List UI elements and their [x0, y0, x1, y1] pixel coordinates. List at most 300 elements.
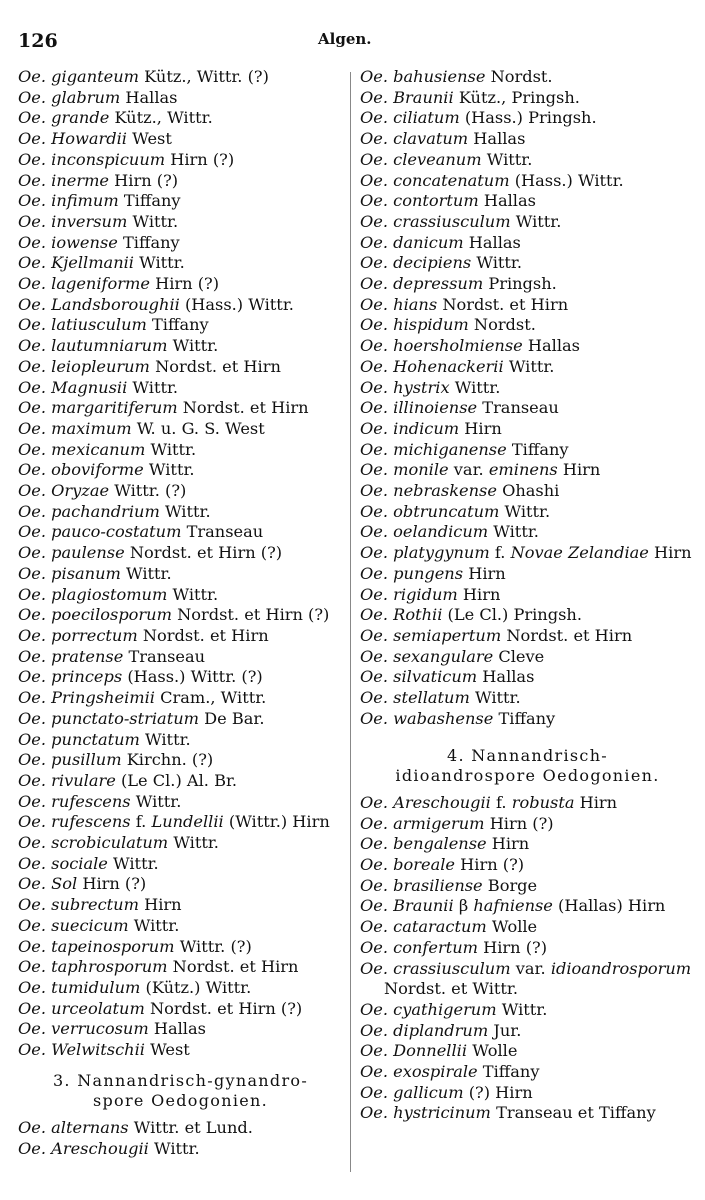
author-citation: (Hallas) Hirn: [558, 896, 666, 916]
genus-abbrev: Oe.: [18, 998, 46, 1018]
species-name: Pringsheimii: [51, 688, 155, 708]
author-citation: (Le Cl.) Al. Br.: [120, 770, 238, 790]
author-citation: (Hass.) Pringsh.: [464, 108, 597, 128]
genus-abbrev: Oe.: [360, 1062, 388, 1082]
author-citation: Wittr.: [113, 853, 159, 873]
genus-abbrev: Oe.: [18, 211, 46, 231]
genus-abbrev: Oe.: [360, 501, 388, 521]
species-entry: [18, 295, 343, 316]
genus-abbrev: Oe.: [18, 895, 46, 915]
section-4-heading-line2: idioandrospore Oedogonien.: [395, 766, 660, 786]
species-entry: [360, 67, 695, 88]
genus-abbrev: Oe.: [18, 936, 46, 956]
species-entry: [360, 605, 695, 626]
species-entry: [18, 626, 343, 647]
section-3-heading-line2: spore Oedogonien.: [92, 1091, 268, 1111]
genus-abbrev: Oe.: [18, 1019, 46, 1039]
species-entry: [360, 481, 695, 502]
species-name: inversum: [51, 211, 128, 231]
species-name: michiganense: [393, 439, 507, 459]
species-entry: [18, 667, 343, 688]
section-4-list: [360, 793, 695, 1124]
species-name: depressum: [393, 274, 484, 294]
author-citation: Wittr.: [173, 833, 219, 853]
author-citation: Tiffany: [511, 439, 569, 459]
species-name: rufescens: [51, 791, 131, 811]
author-citation: Wittr. (?): [179, 936, 252, 956]
section-3-list: [18, 1118, 343, 1159]
species-name: suecicum: [51, 915, 129, 935]
genus-abbrev: Oe.: [360, 253, 388, 273]
species-name: margaritiferum: [51, 398, 178, 418]
genus-abbrev: Oe.: [360, 999, 388, 1019]
species-name: Kjellmanii: [51, 253, 134, 273]
author-citation: Hirn (?): [82, 874, 147, 894]
author-citation: Hirn: [491, 834, 530, 854]
genus-abbrev: Oe.: [360, 481, 388, 501]
species-entry: [360, 709, 695, 730]
author-citation: Wittr.: [504, 501, 551, 521]
species-name: urceolatum: [51, 998, 145, 1018]
species-name: brasiliense: [393, 875, 483, 895]
author-citation: (Le Cl.) Pringsh.: [447, 605, 582, 625]
species-entry: [360, 336, 695, 357]
species-entry: [18, 605, 343, 626]
species-entry: [360, 378, 695, 399]
genus-abbrev: Oe.: [18, 915, 46, 935]
genus-abbrev: Oe.: [18, 833, 46, 853]
genus-abbrev: Oe.: [18, 543, 46, 563]
author-citation: Wittr. et Lund.: [133, 1118, 253, 1138]
author-citation: Nordst.: [473, 315, 536, 335]
infraspecific-name: Novae Zelandiae: [510, 543, 649, 563]
author-citation: Hirn: [468, 563, 506, 583]
infraspecific-name: robusta: [511, 792, 575, 812]
author-citation: Nordst. et Hirn: [172, 957, 299, 977]
species-name: stellatum: [393, 688, 470, 708]
genus-abbrev: Oe.: [360, 605, 388, 625]
species-name: bengalense: [393, 834, 487, 854]
species-name: glabrum: [51, 87, 121, 107]
species-entry: [360, 855, 695, 876]
species-entry: [360, 1103, 695, 1124]
species-entry: [18, 150, 343, 171]
species-name: princeps: [51, 667, 123, 687]
species-entry: [18, 564, 343, 585]
author-citation: (Hass.) Wittr.: [184, 294, 294, 314]
author-citation: Hirn: [579, 792, 618, 812]
author-citation: Wittr.: [172, 584, 219, 604]
section-4-heading-line1: 4. Nannandrisch-: [446, 745, 609, 765]
species-name: Landsboroughii: [51, 294, 180, 314]
species-entry: [18, 999, 343, 1020]
genus-abbrev: Oe.: [360, 356, 388, 376]
species-entry: [18, 398, 343, 419]
page-number: 126: [18, 30, 58, 52]
species-entry: [360, 1021, 695, 1042]
species-name: latiusculum: [51, 315, 147, 335]
species-entry: [18, 1040, 343, 1061]
author-citation: Wittr.: [475, 688, 521, 708]
species-name: pratense: [51, 646, 124, 666]
genus-abbrev: Oe.: [360, 813, 388, 833]
infraspecific-name: eminens: [488, 460, 558, 480]
species-entry: [18, 916, 343, 937]
species-entry: [18, 378, 343, 399]
genus-abbrev: Oe.: [360, 67, 388, 86]
section-3-heading: [18, 1071, 343, 1112]
genus-abbrev: Oe.: [360, 917, 388, 937]
species-name: nebraskense: [393, 481, 497, 501]
species-name: crassiusculum: [393, 211, 511, 231]
genus-abbrev: Oe.: [18, 874, 46, 894]
rank-marker: var.: [515, 958, 546, 978]
author-citation: Wittr.: [454, 377, 501, 397]
species-name: Braunii: [393, 87, 454, 107]
species-name: rigidum: [393, 584, 458, 604]
species-name: lautumniarum: [51, 336, 168, 356]
genus-abbrev: Oe.: [360, 896, 388, 916]
author-citation: Tiffany: [498, 708, 556, 728]
genus-abbrev: Oe.: [18, 460, 46, 480]
genus-abbrev: Oe.: [360, 274, 388, 294]
genus-abbrev: Oe.: [360, 315, 388, 335]
species-name: obtruncatum: [393, 501, 500, 521]
species-entry: [360, 398, 695, 419]
genus-abbrev: Oe.: [18, 232, 46, 252]
rank-marker: β: [458, 896, 469, 916]
author-citation: Tiffany: [122, 232, 180, 252]
genus-abbrev: Oe.: [360, 191, 388, 211]
species-name: concatenatum: [393, 170, 510, 190]
author-citation: Tiffany: [152, 315, 209, 335]
genus-abbrev: Oe.: [18, 501, 46, 521]
author-citation: Wittr.: [132, 211, 179, 231]
genus-abbrev: Oe.: [360, 398, 388, 418]
species-entry: [360, 233, 695, 254]
species-name: scrobiculatum: [51, 833, 169, 853]
genus-abbrev: Oe.: [360, 855, 388, 875]
author-citation: Kirchn. (?): [126, 750, 214, 770]
genus-abbrev: Oe.: [18, 770, 46, 790]
author-citation: Wittr.: [139, 253, 185, 273]
species-name: leiopleurum: [51, 356, 150, 376]
genus-abbrev: Oe.: [360, 708, 388, 728]
species-entry: [18, 440, 343, 461]
species-entry: [360, 129, 695, 150]
species-name: monile: [393, 460, 449, 480]
species-name: lageniforme: [51, 274, 150, 294]
species-entry: [360, 793, 695, 814]
species-name: sexangulare: [393, 646, 494, 666]
genus-abbrev: Oe.: [360, 834, 388, 854]
species-name: porrectum: [51, 625, 138, 645]
author-citation: Borge: [487, 875, 538, 895]
species-name: taphrosporum: [51, 957, 168, 977]
species-name: pisanum: [51, 563, 121, 583]
species-name: Magnusii: [51, 377, 128, 397]
species-name: Oryzae: [51, 481, 110, 501]
author-citation: Hirn: [462, 584, 501, 604]
species-name: confertum: [393, 937, 478, 957]
author-citation: Ohashi: [502, 481, 560, 501]
species-entry: [360, 108, 695, 129]
species-name: grande: [51, 108, 110, 128]
species-entry: [18, 792, 343, 813]
species-name: bahusiense: [393, 67, 486, 86]
author-citation: De Bar.: [204, 708, 265, 728]
species-name: punctato-striatum: [51, 708, 199, 728]
genus-abbrev: Oe.: [360, 667, 388, 687]
author-citation: Kütz., Wittr.: [114, 108, 213, 128]
species-name: gallicum: [393, 1082, 464, 1102]
section-3-heading-line1: 3. Nannandrisch-gynandro-: [52, 1070, 309, 1090]
species-name: rufescens: [51, 812, 131, 832]
species-name: Howardii: [51, 129, 127, 149]
species-entry: [360, 212, 695, 233]
author-citation: (Hass.) Wittr.: [514, 170, 624, 190]
species-name: oelandicum: [393, 522, 489, 542]
author-citation: Cram., Wittr.: [160, 688, 267, 708]
species-name: hispidum: [393, 315, 469, 335]
genus-abbrev: Oe.: [18, 439, 46, 459]
species-entry: [360, 440, 695, 461]
author-citation: Hirn (?): [483, 937, 548, 957]
author-citation: Kütz., Wittr. (?): [144, 67, 269, 86]
left-column: [18, 67, 343, 1160]
author-citation: Wittr.: [476, 253, 523, 273]
species-entry: [360, 543, 695, 564]
species-entry: [360, 150, 695, 171]
genus-abbrev: Oe.: [360, 232, 388, 252]
species-entry: [18, 812, 343, 833]
species-entry: [360, 357, 695, 378]
column-divider: [350, 72, 351, 1172]
species-name: rivulare: [51, 770, 116, 790]
genus-abbrev: Oe.: [360, 336, 388, 356]
author-citation: Hirn: [144, 895, 182, 915]
species-name: iowense: [51, 232, 118, 252]
genus-abbrev: Oe.: [360, 1103, 388, 1123]
rank-marker: f.: [135, 812, 147, 832]
author-citation: Hirn (?): [155, 274, 220, 294]
author-citation: Hirn: [464, 418, 502, 438]
species-entry: [18, 522, 343, 543]
species-entry: [18, 730, 343, 751]
genus-abbrev: Oe.: [360, 149, 388, 169]
species-entry: [18, 129, 343, 150]
genus-abbrev: Oe.: [18, 646, 46, 666]
species-name: armigerum: [393, 813, 485, 833]
species-entry: [18, 336, 343, 357]
species-entry: [360, 502, 695, 523]
species-list-left: [18, 67, 343, 1061]
author-citation: Wittr.: [164, 501, 211, 521]
species-name: Sol: [51, 874, 78, 894]
species-entry: [360, 274, 695, 295]
author-citation: Nordst. et Hirn: [155, 356, 281, 376]
species-entry: [360, 171, 695, 192]
genus-abbrev: Oe.: [18, 625, 46, 645]
genus-abbrev: Oe.: [18, 418, 46, 438]
species-name: cataractum: [393, 917, 487, 937]
genus-abbrev: Oe.: [360, 108, 388, 128]
species-name: ciliatum: [393, 108, 460, 128]
author-citation: Nordst.: [490, 67, 553, 86]
species-name: maximum: [51, 418, 132, 438]
page-header: [0, 28, 705, 58]
genus-abbrev: Oe.: [18, 977, 46, 997]
running-title: Algen.: [318, 30, 372, 48]
author-citation: West: [132, 129, 172, 149]
author-citation: Nordst. et Hirn (?): [129, 543, 283, 563]
author-citation: Hirn: [562, 460, 601, 480]
species-entry: [360, 896, 695, 917]
species-name: inconspicuum: [51, 149, 166, 169]
species-entry: [360, 959, 695, 1000]
species-name: silvaticum: [393, 667, 478, 687]
genus-abbrev: Oe.: [18, 170, 46, 190]
genus-abbrev: Oe.: [18, 791, 46, 811]
genus-abbrev: Oe.: [360, 87, 388, 107]
author-citation: Wittr.: [508, 356, 555, 376]
genus-abbrev: Oe.: [18, 315, 46, 335]
genus-abbrev: Oe.: [18, 149, 46, 169]
genus-abbrev: Oe.: [18, 667, 46, 687]
species-entry: [18, 274, 343, 295]
genus-abbrev: Oe.: [360, 875, 388, 895]
species-name: Areschougii: [51, 1138, 149, 1158]
species-entry: [18, 585, 343, 606]
author-citation: West: [150, 1040, 190, 1060]
species-entry: [18, 67, 343, 88]
species-entry: [18, 108, 343, 129]
author-citation: Wittr.: [133, 915, 180, 935]
species-name: alternans: [51, 1118, 129, 1138]
species-name: mexicanum: [51, 439, 146, 459]
species-name: cleveanum: [393, 149, 482, 169]
species-name: platygynum: [393, 543, 490, 563]
species-name: hystrix: [393, 377, 450, 397]
species-entry: [18, 709, 343, 730]
genus-abbrev: Oe.: [18, 336, 46, 356]
author-citation: Tiffany: [123, 191, 181, 211]
species-name: verrucosum: [51, 1019, 149, 1039]
author-citation: Wittr. (?): [114, 481, 187, 501]
species-name: pungens: [393, 563, 464, 583]
genus-abbrev: Oe.: [18, 274, 46, 294]
genus-abbrev: Oe.: [18, 729, 46, 749]
species-entry: [360, 295, 695, 316]
genus-abbrev: Oe.: [360, 958, 388, 978]
species-name: clavatum: [393, 129, 469, 149]
genus-abbrev: Oe.: [18, 750, 46, 770]
author-citation: Transeau: [128, 646, 206, 666]
author-citation: Nordst. et Hirn: [506, 625, 633, 645]
species-name: crassiusculum: [393, 958, 511, 978]
species-entry: [18, 750, 343, 771]
species-entry: [360, 460, 695, 481]
genus-abbrev: Oe.: [360, 1082, 388, 1102]
genus-abbrev: Oe.: [360, 563, 388, 583]
author-citation: Wittr.: [486, 149, 533, 169]
genus-abbrev: Oe.: [18, 563, 46, 583]
genus-abbrev: Oe.: [18, 853, 46, 873]
genus-abbrev: Oe.: [18, 708, 46, 728]
author-citation: Hallas: [153, 1019, 206, 1039]
author-citation: Hallas: [527, 336, 580, 356]
genus-abbrev: Oe.: [360, 439, 388, 459]
species-entry: [18, 957, 343, 978]
species-entry: [360, 1083, 695, 1104]
author-citation: Wolle: [472, 1041, 518, 1061]
species-entry: [18, 233, 343, 254]
author-citation: Hirn (?): [489, 813, 554, 833]
genus-abbrev: Oe.: [360, 211, 388, 231]
species-name: sociale: [51, 853, 108, 873]
infraspecific-name: idioandrosporum: [550, 958, 692, 978]
species-name: oboviforme: [51, 460, 144, 480]
genus-abbrev: Oe.: [360, 129, 388, 149]
species-name: giganteum: [51, 67, 139, 86]
right-column: [360, 67, 695, 1124]
species-name: boreale: [393, 855, 455, 875]
genus-abbrev: Oe.: [360, 937, 388, 957]
genus-abbrev: Oe.: [360, 584, 388, 604]
species-entry: [360, 522, 695, 543]
genus-abbrev: Oe.: [360, 792, 388, 812]
author-citation: W. u. G. S. West: [136, 418, 265, 438]
rank-marker: f.: [494, 543, 506, 563]
species-name: pauco-costatum: [51, 522, 182, 542]
genus-abbrev: Oe.: [18, 108, 46, 128]
species-name: punctatum: [51, 729, 140, 749]
species-entry: [18, 937, 343, 958]
genus-abbrev: Oe.: [18, 377, 46, 397]
author-citation: Nordst. et Hirn: [142, 625, 269, 645]
species-name: decipiens: [393, 253, 472, 273]
author-citation: Wittr.: [154, 1138, 200, 1158]
species-entry: [360, 688, 695, 709]
species-name: danicum: [393, 232, 464, 252]
author-citation: Wittr.: [145, 729, 191, 749]
genus-abbrev: Oe.: [18, 522, 46, 542]
author-citation: Wittr.: [132, 377, 179, 397]
genus-abbrev: Oe.: [18, 957, 46, 977]
author-citation: Pringsh.: [488, 274, 557, 294]
species-name: diplandrum: [393, 1020, 489, 1040]
author-citation: Transeau: [186, 522, 264, 542]
genus-abbrev: Oe.: [360, 646, 388, 666]
species-entry: [18, 874, 343, 895]
species-name: poecilosporum: [51, 605, 172, 625]
species-name: plagiostomum: [51, 584, 168, 604]
species-name: indicum: [393, 418, 460, 438]
genus-abbrev: Oe.: [18, 253, 46, 273]
genus-abbrev: Oe.: [18, 87, 46, 107]
genus-abbrev: Oe.: [18, 688, 46, 708]
species-entry: [18, 191, 343, 212]
author-citation: Wittr.: [493, 522, 539, 542]
species-entry: [18, 460, 343, 481]
author-citation: Transeau: [482, 398, 559, 418]
author-citation: Kütz., Pringsh.: [458, 87, 580, 107]
genus-abbrev: Oe.: [360, 1020, 388, 1040]
species-entry: [18, 543, 343, 564]
species-entry: [18, 1139, 343, 1160]
genus-abbrev: Oe.: [18, 584, 46, 604]
author-citation: (Hass.) Wittr. (?): [127, 667, 263, 687]
